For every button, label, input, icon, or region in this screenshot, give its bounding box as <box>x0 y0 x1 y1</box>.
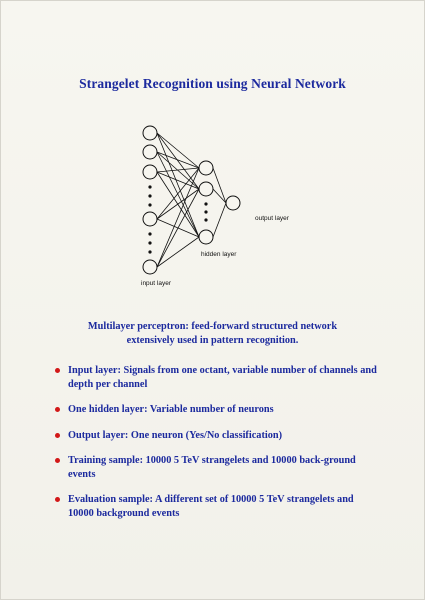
hidden-neuron <box>199 182 213 196</box>
ellipsis-dot <box>204 202 207 205</box>
bullet-output-layer: Output layer: One neuron (Yes/No classification) <box>55 429 380 443</box>
ellipsis-dot <box>148 185 151 188</box>
connection-edge <box>213 189 226 203</box>
ellipsis-dot <box>204 210 207 213</box>
output-layer-label: output layer <box>255 215 289 222</box>
subtitle-line-1: Multilayer perceptron: feed-forward structured network <box>87 321 338 332</box>
input-layer-label: input layer <box>141 280 171 287</box>
bullet-dot-icon <box>55 497 60 502</box>
connection-edge <box>157 152 199 237</box>
connection-edge <box>213 168 226 203</box>
output-neuron <box>226 196 240 210</box>
bullet-dot-icon <box>55 368 60 373</box>
input-neuron <box>143 145 157 159</box>
bullet-dot-icon <box>55 433 60 438</box>
hidden-neuron <box>199 161 213 175</box>
bullet-dot-icon <box>55 458 60 463</box>
bullet-dot-icon <box>55 407 60 412</box>
ellipsis-dot <box>204 218 207 221</box>
connection-edge <box>157 133 199 168</box>
bullet-list <box>55 364 380 532</box>
hidden-layer-label: hidden layer <box>201 251 237 258</box>
connection-edge <box>157 168 199 172</box>
input-neuron <box>143 212 157 226</box>
bullet-input-layer: Input layer: Signals from one octant, variable number of channels and depth per channel <box>55 364 380 391</box>
input-neuron <box>143 260 157 274</box>
connection-edge <box>213 203 226 237</box>
ellipsis-dot <box>148 194 151 197</box>
ellipsis-dot <box>148 203 151 206</box>
ellipsis-dot <box>148 241 151 244</box>
slide-title: Strangelet Recognition using Neural Network <box>79 76 346 91</box>
input-neuron <box>143 165 157 179</box>
hidden-neuron <box>199 230 213 244</box>
bullet-training-sample: Training sample: 10000 5 TeV strangelets and 10000 back-ground events <box>55 454 380 481</box>
subtitle-line-2: extensively used in pattern recognition. <box>126 335 299 346</box>
subtitle <box>30 320 395 348</box>
ellipsis-dot <box>148 250 151 253</box>
bullet-hidden-layer: One hidden layer: Variable number of neurons <box>55 403 380 417</box>
bullet-evaluation-sample: Evaluation sample: A different set of 10000 5 TeV strangelets and 10000 background events <box>55 493 380 520</box>
ellipsis-dot <box>148 232 151 235</box>
input-neuron <box>143 126 157 140</box>
connection-edge <box>157 189 199 267</box>
